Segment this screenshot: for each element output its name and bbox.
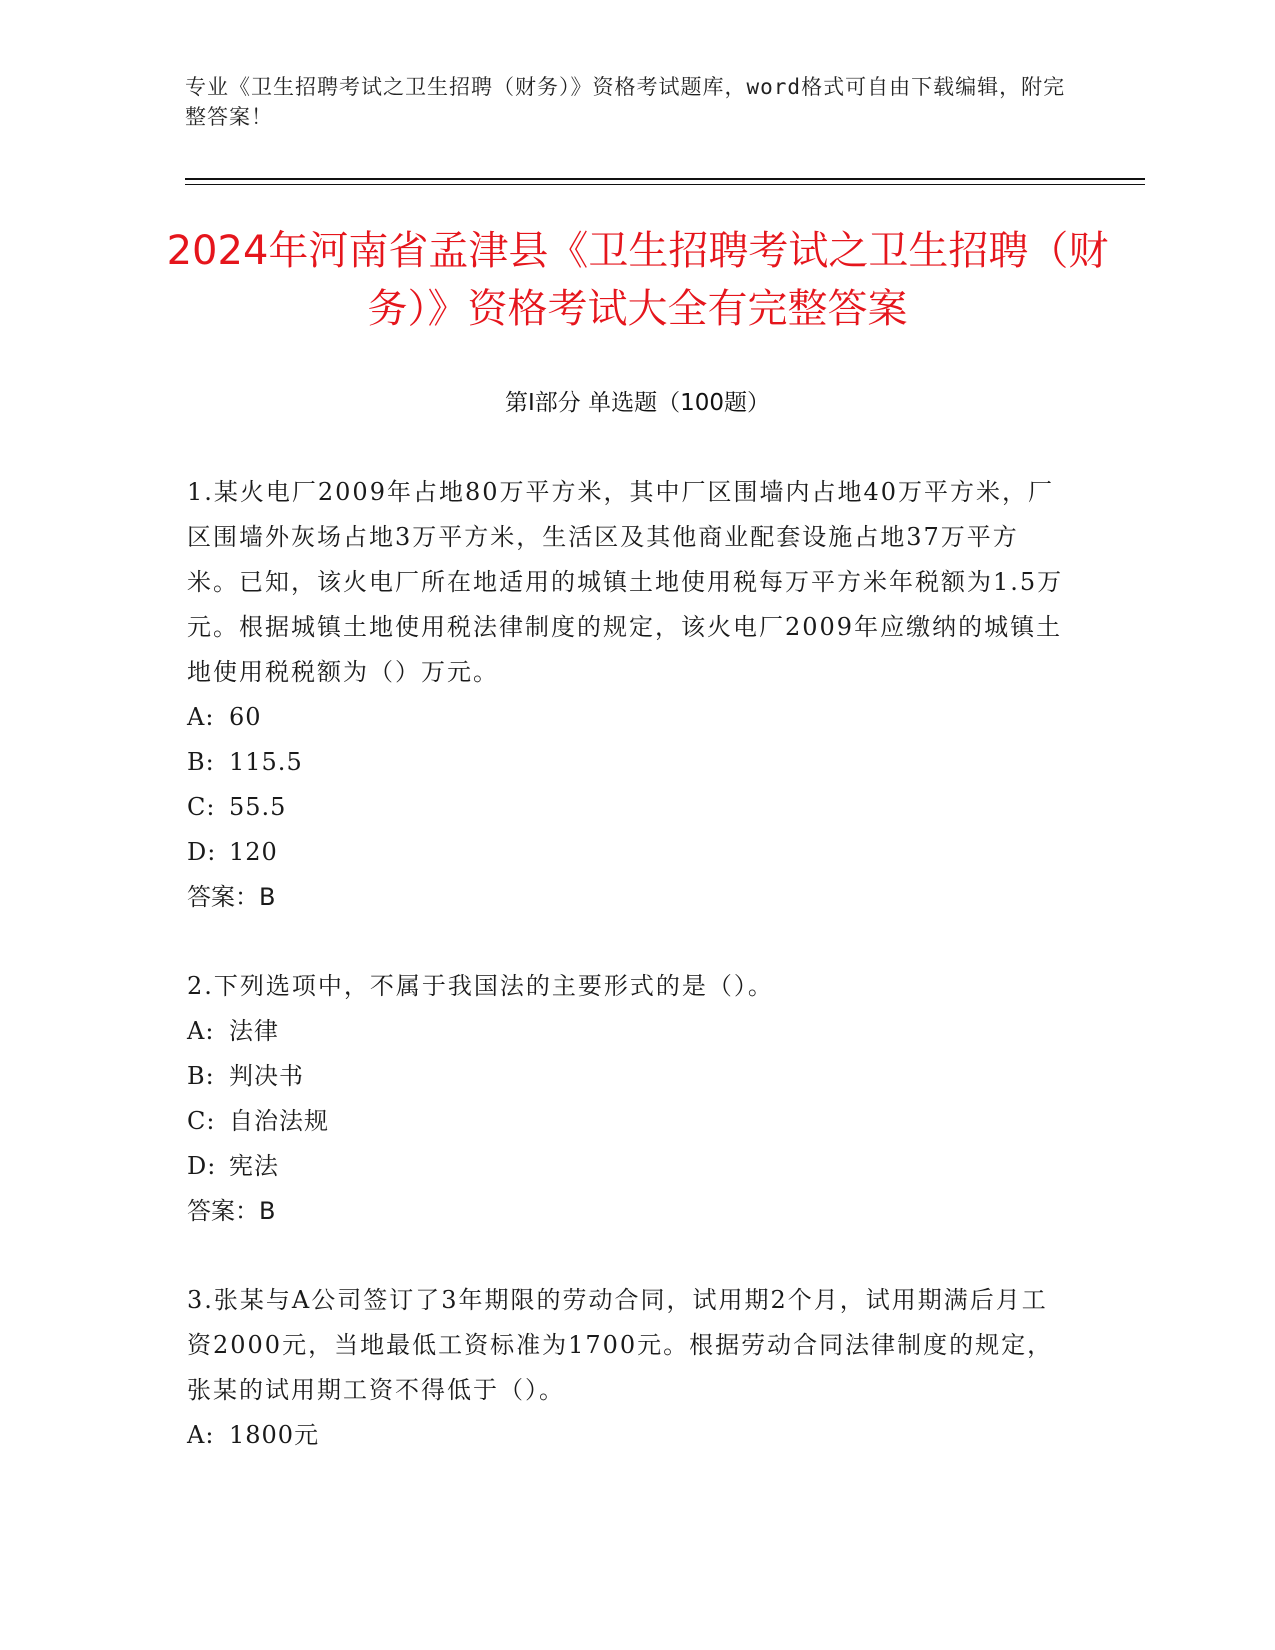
question-1 bbox=[187, 470, 1067, 920]
question-text: 3.张某与A公司签订了3年期限的劳动合同，试用期2个月，试用期满后月工资2000元，当地最低工资标准为1700元。根据劳动合同法律制度的规定，张某的试用期工资不得低于（）。 bbox=[187, 1286, 1054, 1404]
question-text: 2.下列选项中，不属于我国法的主要形式的是（）。 bbox=[187, 972, 774, 1000]
option-text: 法律 bbox=[229, 1017, 279, 1045]
option-text: 55.5 bbox=[229, 793, 287, 821]
option-text: 自治法规 bbox=[229, 1107, 329, 1135]
option-letter: C: bbox=[187, 1107, 216, 1135]
option-letter: A: bbox=[187, 703, 215, 731]
option-text: 判决书 bbox=[229, 1062, 304, 1090]
header-note: 专业《卫生招聘考试之卫生招聘（财务）》资格考试题库，word格式可自由下载编辑，附完整答案！ bbox=[185, 75, 1066, 129]
option-text: 1800元 bbox=[229, 1421, 320, 1449]
option-a bbox=[187, 1009, 1067, 1054]
answer: 答案：B bbox=[187, 1197, 276, 1225]
question-text: 1.某火电厂2009年占地80万平方米，其中厂区围墙内占地40万平方米，厂区围墙外灰场占地3万平方米，生活区及其他商业配套设施占地37万平方米。已知，该火电厂所在地适用的城镇土地使用税每万平方米年税额为1.5万元。根据城镇土地使用税法律制度的规定，该火电厂2009年应缴纳的城镇土地使用税税额为（）万元。 bbox=[187, 478, 1064, 686]
option-a bbox=[187, 695, 1067, 740]
option-text: 60 bbox=[229, 703, 262, 731]
option-letter: D: bbox=[187, 1152, 217, 1180]
option-letter: A: bbox=[187, 1421, 215, 1449]
option-b bbox=[187, 1054, 1067, 1099]
option-text: 宪法 bbox=[229, 1152, 279, 1180]
option-a bbox=[187, 1413, 1067, 1458]
option-letter: B: bbox=[187, 748, 215, 776]
question-2 bbox=[187, 964, 1067, 1234]
document-title: 2024年河南省孟津县《卫生招聘考试之卫生招聘（财务）》资格考试大全有完整答案 bbox=[166, 228, 1109, 332]
answer: 答案：B bbox=[187, 883, 276, 911]
option-letter: A: bbox=[187, 1017, 215, 1045]
option-letter: D: bbox=[187, 838, 217, 866]
question-list bbox=[187, 470, 1067, 1502]
question-3 bbox=[187, 1278, 1067, 1458]
section-heading: 第I部分 单选题（100题） bbox=[505, 390, 770, 416]
option-d bbox=[187, 1144, 1067, 1189]
header-rule-thin bbox=[185, 184, 1145, 185]
option-b bbox=[187, 740, 1067, 785]
option-c bbox=[187, 1099, 1067, 1144]
option-text: 120 bbox=[229, 838, 278, 866]
header-rule-thick bbox=[185, 178, 1145, 180]
option-c bbox=[187, 785, 1067, 830]
option-d bbox=[187, 830, 1067, 875]
option-letter: C: bbox=[187, 793, 216, 821]
option-letter: B: bbox=[187, 1062, 215, 1090]
option-text: 115.5 bbox=[229, 748, 303, 776]
